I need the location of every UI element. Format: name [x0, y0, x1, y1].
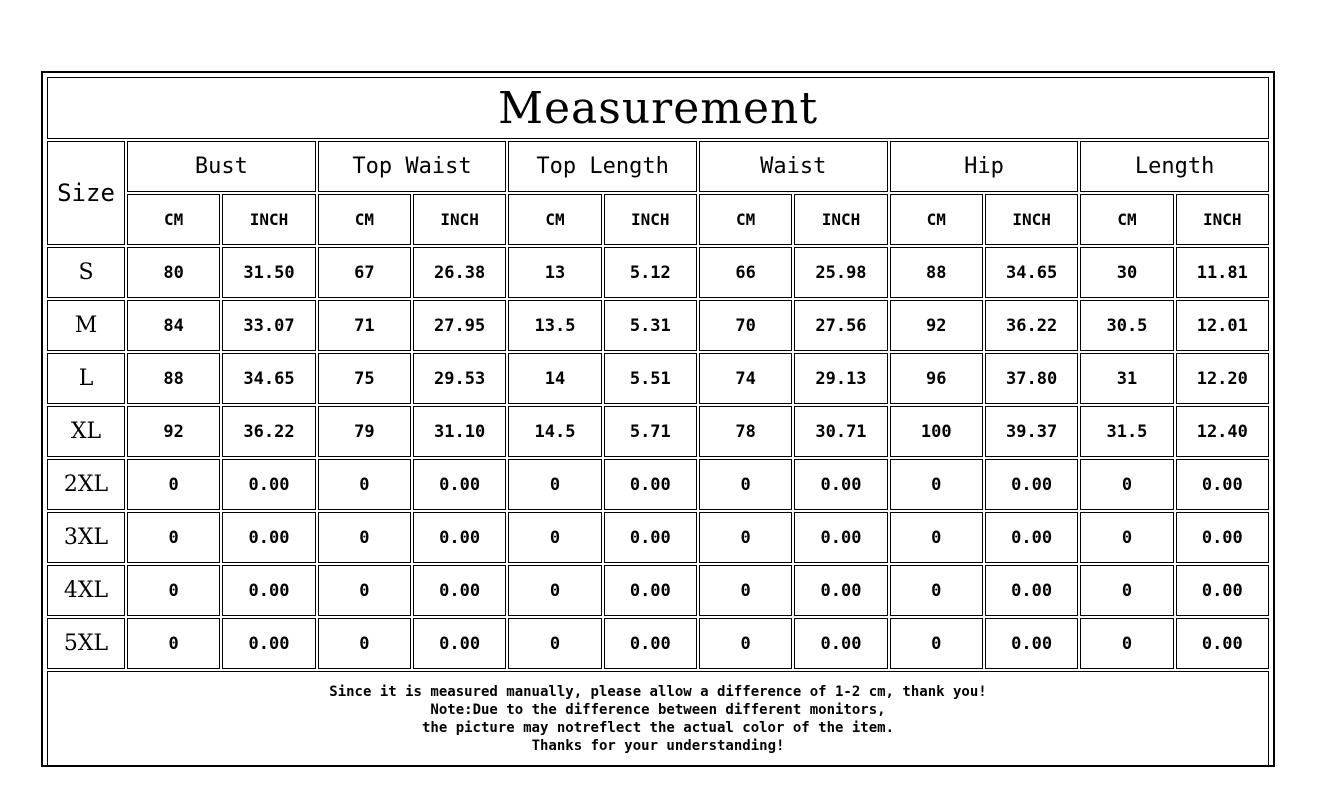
- unit-header: CM: [1080, 194, 1173, 245]
- measurement-value: 0: [1080, 512, 1173, 563]
- measurement-value: 13: [508, 247, 601, 298]
- measurement-value: 79: [318, 406, 411, 457]
- table-row: [47, 565, 1269, 616]
- measurement-value: 36.22: [985, 300, 1078, 351]
- group-header: Hip: [890, 141, 1079, 192]
- unit-header: INCH: [604, 194, 697, 245]
- measurement-value: 0.00: [413, 459, 506, 510]
- measurement-value: 92: [127, 406, 220, 457]
- measurement-value: 0: [508, 618, 601, 669]
- measurement-value: 66: [699, 247, 792, 298]
- measurement-value: 31.10: [413, 406, 506, 457]
- measurement-value: 5.51: [604, 353, 697, 404]
- unit-header: INCH: [985, 194, 1078, 245]
- measurement-value: 0: [127, 459, 220, 510]
- group-header: Top Waist: [318, 141, 507, 192]
- measurement-chart: [41, 71, 1275, 767]
- measurement-value: 11.81: [1176, 247, 1269, 298]
- measurement-value: 0.00: [985, 512, 1078, 563]
- measurement-value: 12.01: [1176, 300, 1269, 351]
- measurement-value: 14.5: [508, 406, 601, 457]
- size-label: 3XL: [47, 512, 125, 563]
- measurement-value: 0: [1080, 565, 1173, 616]
- unit-header: INCH: [1176, 194, 1269, 245]
- measurement-value: 0: [1080, 618, 1173, 669]
- unit-header: INCH: [794, 194, 887, 245]
- size-label: XL: [47, 406, 125, 457]
- unit-header: CM: [127, 194, 220, 245]
- group-header: Length: [1080, 141, 1269, 192]
- measurement-value: 0: [890, 618, 983, 669]
- measurement-value: 34.65: [985, 247, 1078, 298]
- measurement-value: 31.5: [1080, 406, 1173, 457]
- measurement-value: 33.07: [222, 300, 315, 351]
- table-row: [47, 300, 1269, 351]
- measurement-value: 0.00: [794, 618, 887, 669]
- size-label: 2XL: [47, 459, 125, 510]
- measurement-value: 0.00: [985, 618, 1078, 669]
- measurement-value: 0: [699, 459, 792, 510]
- measurement-value: 0.00: [794, 512, 887, 563]
- measurement-value: 27.56: [794, 300, 887, 351]
- measurement-value: 30.71: [794, 406, 887, 457]
- unit-header: CM: [699, 194, 792, 245]
- measurement-value: 0: [890, 565, 983, 616]
- unit-header: CM: [890, 194, 983, 245]
- disclaimer-note: [47, 671, 1269, 767]
- size-label: L: [47, 353, 125, 404]
- measurement-value: 29.13: [794, 353, 887, 404]
- measurement-value: 25.98: [794, 247, 887, 298]
- table-row: [47, 353, 1269, 404]
- measurement-value: 0.00: [1176, 459, 1269, 510]
- measurement-value: 31: [1080, 353, 1173, 404]
- note-line: the picture may notreflect the actual color of the item.: [421, 720, 894, 736]
- measurement-value: 0.00: [413, 512, 506, 563]
- measurement-value: 26.38: [413, 247, 506, 298]
- table-row: [47, 406, 1269, 457]
- measurement-value: 96: [890, 353, 983, 404]
- measurement-value: 0.00: [604, 618, 697, 669]
- table-row: [47, 618, 1269, 669]
- measurement-value: 0.00: [1176, 618, 1269, 669]
- measurement-value: 0: [890, 512, 983, 563]
- size-label: 5XL: [47, 618, 125, 669]
- measurement-value: 0: [127, 618, 220, 669]
- measurement-value: 88: [127, 353, 220, 404]
- measurement-value: 0: [127, 565, 220, 616]
- group-header: Waist: [699, 141, 888, 192]
- measurement-value: 14: [508, 353, 601, 404]
- measurement-value: 12.20: [1176, 353, 1269, 404]
- measurement-value: 0.00: [222, 459, 315, 510]
- measurement-value: 0: [508, 565, 601, 616]
- measurement-value: 29.53: [413, 353, 506, 404]
- measurement-value: 0.00: [604, 459, 697, 510]
- measurement-value: 5.71: [604, 406, 697, 457]
- unit-header: INCH: [222, 194, 315, 245]
- measurement-value: 39.37: [985, 406, 1078, 457]
- measurement-value: 0: [318, 459, 411, 510]
- measurement-value: 88: [890, 247, 983, 298]
- size-label: S: [47, 247, 125, 298]
- size-column-header: Size: [47, 141, 125, 245]
- measurement-value: 0.00: [604, 565, 697, 616]
- measurement-value: 0: [1080, 459, 1173, 510]
- measurement-value: 0: [699, 512, 792, 563]
- measurement-value: 30: [1080, 247, 1173, 298]
- note-line: Note:Due to the difference between different monitors,: [430, 702, 886, 718]
- measurement-value: 31.50: [222, 247, 315, 298]
- measurement-value: 0: [508, 512, 601, 563]
- measurement-value: 92: [890, 300, 983, 351]
- measurement-value: 0: [890, 459, 983, 510]
- measurement-value: 80: [127, 247, 220, 298]
- measurement-value: 0.00: [222, 565, 315, 616]
- measurement-value: 0.00: [1176, 512, 1269, 563]
- size-label: M: [47, 300, 125, 351]
- measurement-value: 5.31: [604, 300, 697, 351]
- size-label: 4XL: [47, 565, 125, 616]
- chart-title: Measurement: [47, 77, 1269, 139]
- measurement-value: 34.65: [222, 353, 315, 404]
- measurement-value: 0.00: [413, 618, 506, 669]
- measurement-value: 75: [318, 353, 411, 404]
- table-row: [47, 459, 1269, 510]
- measurement-value: 0: [699, 565, 792, 616]
- measurement-value: 0.00: [985, 565, 1078, 616]
- group-header: Top Length: [508, 141, 697, 192]
- note-line: Since it is measured manually, please allow a difference of 1-2 cm, thank you!: [329, 684, 987, 700]
- measurement-value: 12.40: [1176, 406, 1269, 457]
- unit-header: CM: [318, 194, 411, 245]
- measurement-value: 74: [699, 353, 792, 404]
- measurement-value: 30.5: [1080, 300, 1173, 351]
- measurement-value: 0.00: [413, 565, 506, 616]
- measurement-value: 0.00: [222, 618, 315, 669]
- measurement-value: 0: [318, 565, 411, 616]
- measurement-value: 36.22: [222, 406, 315, 457]
- measurement-value: 78: [699, 406, 792, 457]
- measurement-value: 0: [318, 618, 411, 669]
- unit-header: INCH: [413, 194, 506, 245]
- measurement-value: 0.00: [222, 512, 315, 563]
- measurement-value: 0: [127, 512, 220, 563]
- size-table: [45, 75, 1271, 769]
- measurement-value: 100: [890, 406, 983, 457]
- measurement-value: 84: [127, 300, 220, 351]
- measurement-value: 5.12: [604, 247, 697, 298]
- measurement-value: 0: [699, 618, 792, 669]
- measurement-value: 70: [699, 300, 792, 351]
- measurement-value: 67: [318, 247, 411, 298]
- unit-header: CM: [508, 194, 601, 245]
- measurement-value: 0.00: [794, 459, 887, 510]
- measurement-value: 27.95: [413, 300, 506, 351]
- measurement-value: 13.5: [508, 300, 601, 351]
- measurement-value: 0: [508, 459, 601, 510]
- measurement-value: 37.80: [985, 353, 1078, 404]
- measurement-value: 0.00: [985, 459, 1078, 510]
- table-row: [47, 247, 1269, 298]
- measurement-value: 71: [318, 300, 411, 351]
- table-row: [47, 512, 1269, 563]
- measurement-value: 0.00: [1176, 565, 1269, 616]
- note-line: Thanks for your understanding!: [531, 738, 785, 754]
- measurement-value: 0.00: [604, 512, 697, 563]
- group-header: Bust: [127, 141, 316, 192]
- measurement-value: 0: [318, 512, 411, 563]
- measurement-value: 0.00: [794, 565, 887, 616]
